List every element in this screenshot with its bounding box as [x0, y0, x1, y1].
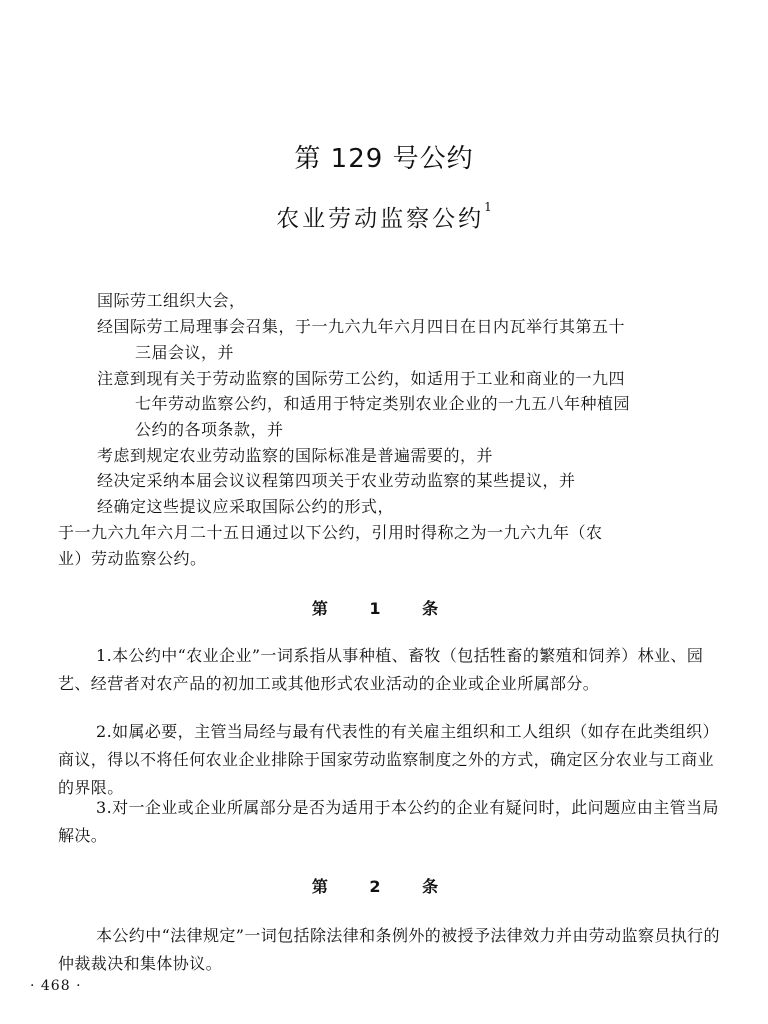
convention-title	[0, 138, 768, 175]
preamble-line-9: 经确定这些提议应采取国际公约的形式，	[97, 497, 395, 516]
preamble-line-2: 经国际劳工局理事会召集，于一九六九年六月四日在日内瓦举行其第五十	[97, 317, 626, 336]
preamble-line-3: 三届会议，并	[135, 343, 235, 362]
preamble-line-7: 考虑到规定农业劳动监察的国际标准是普遍需要的，并	[97, 446, 494, 465]
article-2-heading: 第 2 条	[311, 877, 457, 896]
preamble-line-8: 经决定采纳本届会议议程第四项关于农业劳动监察的某些提议，并	[97, 471, 576, 490]
article-2-paragraph-1: 本公约中“法律规定”一词包括除法律和条例外的被授予法律效力并由劳动监察员执行的仲裁裁决和集体协议。	[58, 926, 720, 973]
page-number: · 468 ·	[30, 978, 82, 994]
preamble-line-6: 公约的各项条款，并	[135, 420, 284, 439]
footnote-marker: 1	[484, 200, 492, 214]
convention-subtitle	[0, 200, 768, 233]
convention-subtitle-text: 农业劳动监察公约	[276, 206, 485, 232]
article-1-paragraph-1: 1.本公约中“农业企业”一词系指从事种植、畜牧（包括牲畜的繁殖和饲养）林业、园艺、经营者对农产品的初加工或其他形式农业活动的企业或企业所属部分。	[58, 646, 704, 693]
preamble-line-10: 于一九六九年六月二十五日通过以下公约，引用时得称之为一九六九年（农	[58, 523, 603, 542]
preamble-line-11: 业）劳动监察公约。	[58, 549, 207, 568]
article-1-paragraph-2: 2.如属必要，主管当局经与最有代表性的有关雇主组织和工人组织（如存在此类组织）商议，得以不将任何农业企业排除于国家劳动监察制度之外的方式，确定区分农业与工商业的界限。	[58, 722, 719, 797]
preamble-line-1: 国际劳工组织大会，	[97, 291, 246, 310]
article-1-paragraph-3: 3.对一企业或企业所属部分是否为适用于本公约的企业有疑问时，此问题应由主管当局解决。	[58, 798, 719, 845]
preamble-line-4: 注意到现有关于劳动监察的国际劳工公约，如适用于工业和商业的一九四	[97, 369, 626, 388]
convention-title-text: 第 129 号公约	[294, 144, 474, 174]
preamble-line-5: 七年劳动监察公约，和适用于特定类别农业企业的一九五八年种植园	[135, 394, 631, 413]
article-1-heading: 第 1 条	[311, 599, 457, 618]
